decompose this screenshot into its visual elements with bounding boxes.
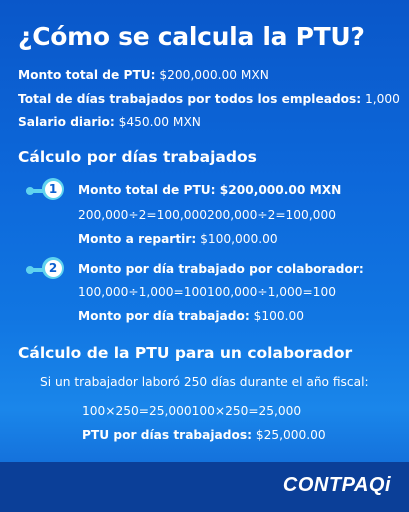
info-total-days	[18, 92, 400, 106]
step-1-result	[78, 232, 278, 246]
step-circle	[42, 178, 64, 200]
result-label: Monto por día trabajado:	[78, 309, 250, 323]
result-label: Monto a repartir:	[78, 232, 197, 246]
info-value: $200,000.00 MXN	[159, 68, 269, 82]
step-number: 2	[45, 260, 62, 277]
info-value: 1,000	[365, 92, 400, 106]
step-2-result	[78, 309, 304, 323]
section-2-formula: 100×250=25,000100×250=25,000	[82, 404, 302, 418]
result-value: $100,000.00	[200, 232, 278, 246]
step-1-heading: Monto total de PTU: $200,000.00 MXN	[78, 183, 342, 197]
step-2-heading: Monto por día trabajado por colaborador:	[78, 262, 364, 276]
info-label: Monto total de PTU:	[18, 68, 156, 82]
step-2-formula: 100,000÷1,000=100100,000÷1,000=100	[78, 285, 336, 299]
section-2-result	[82, 428, 326, 442]
step-2-badge	[26, 257, 66, 283]
section-title-days-worked: Cálculo por días trabajados	[18, 148, 257, 166]
info-value: $450.00 MXN	[118, 115, 201, 129]
info-label: Salario diario:	[18, 115, 115, 129]
step-number: 1	[45, 181, 62, 198]
section-title-collaborator: Cálculo de la PTU para un colaborador	[18, 344, 353, 362]
info-daily-salary	[18, 115, 201, 129]
step-1-badge	[26, 178, 66, 204]
info-label: Total de días trabajados por todos los empleados:	[18, 92, 362, 106]
step-1-formula: 200,000÷2=100,000200,000÷2=100,000	[78, 208, 336, 222]
result-value: $25,000.00	[255, 428, 326, 442]
page-title: ¿Cómo se calcula la PTU?	[18, 22, 365, 51]
result-label: PTU por días trabajados:	[82, 428, 252, 442]
brand-logo: CONTPAQi	[282, 474, 391, 496]
step-circle	[42, 257, 64, 279]
result-value: $100.00	[253, 309, 305, 323]
section-2-intro: Si un trabajador laboró 250 días durante el año fiscal:	[40, 375, 369, 389]
info-total-ptu	[18, 68, 269, 82]
